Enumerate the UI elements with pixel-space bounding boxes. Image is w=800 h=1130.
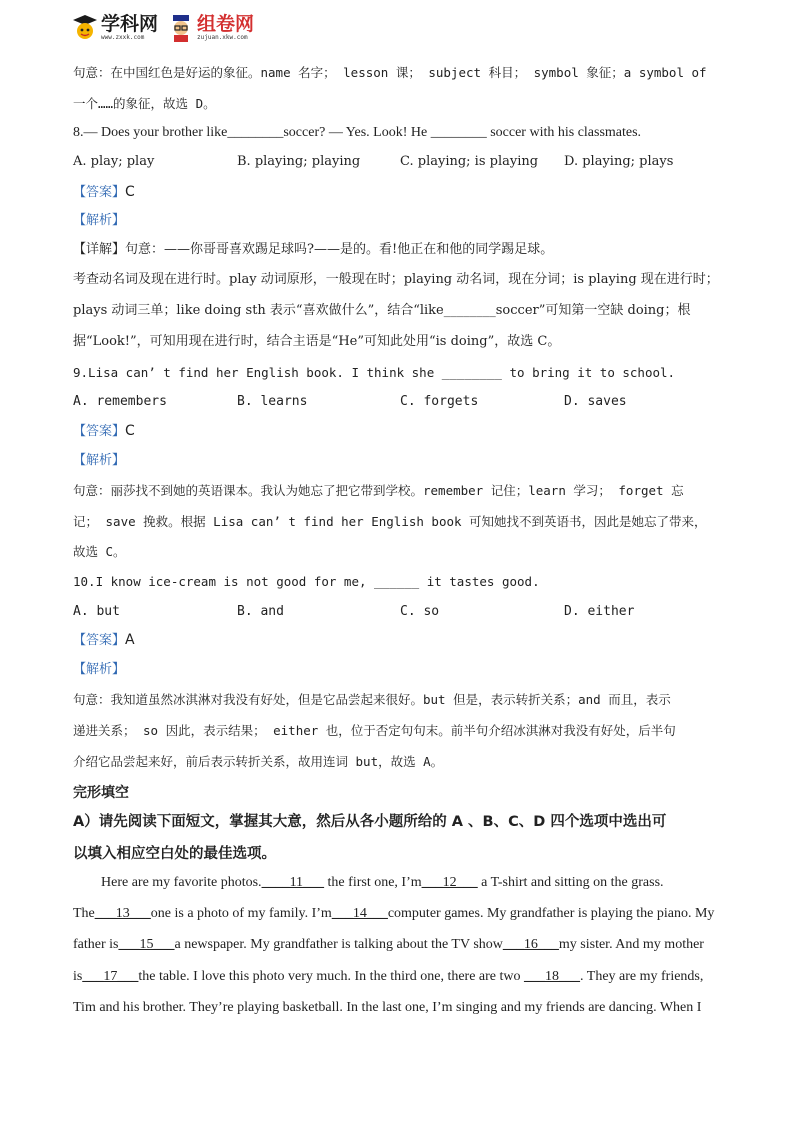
cloze-instruction-line2: 以填入相应空白处的最佳选项。 <box>73 846 276 862</box>
q10-option-a: A. but <box>73 604 120 619</box>
q10-answer <box>73 631 740 650</box>
blank-18: ___18___ <box>524 969 581 984</box>
q10-stem: 10.I know ice-cream is not good for me, ______ it tastes good. <box>73 574 540 589</box>
q8-option-d: D. playing; plays <box>564 154 674 169</box>
section-title: 完形填空 <box>73 785 129 801</box>
q9-stem: 9.Lisa can’ t find her English book. I think she ________ to bring it to school. <box>73 365 676 380</box>
q10-explanation-line2: 递进关系； so 因此，表示结果； either 也，位于否定句句末。前半句介绍冰淇淋对我没有好处，后半句 <box>73 723 676 738</box>
blank-12: ___12___ <box>421 875 478 890</box>
passage-line5: Tim and his brother. They’re playing basketball. In the last one, I’m singing and my friends are dancing. When I <box>73 1000 702 1015</box>
q8-option-c: C. playing; is playing <box>400 154 539 169</box>
answer-label: 【答案】 <box>73 633 126 648</box>
q10-option-d: D. either <box>564 604 635 619</box>
passage-line4: is___17___the table. I love this photo very much. In the third one, there are two ___18___. They are my friends, <box>73 969 704 984</box>
blank-13: ___13___ <box>94 906 151 921</box>
q8-option-b: B. playing; playing <box>237 154 361 169</box>
q8-detail-line3: plays 动词三单；like doing sth 表示“喜欢做什么”，结合“like________soccer”可知第一空缺 doing；根 <box>73 303 691 318</box>
q8-detail-line4: 据“Look!”，可知用现在进行时，结合主语是“He”可知此处用“is doing”，故选 C。 <box>73 334 561 349</box>
graduate-mascot-icon <box>72 13 98 43</box>
passage-line1: Here are my favorite photos.____11___ the first one, I’m___12___ a T-shirt and sitting on the grass. <box>101 875 664 890</box>
q7-explanation-line1: 句意：在中国红色是好运的象征。name 名字； lesson 课； subject 科目； symbol 象征；a symbol of <box>73 65 707 80</box>
q10-analysis-label: 【解析】 <box>73 662 126 677</box>
zujuan-logo-text: 组卷网 <box>197 13 255 35</box>
answer-label: 【答案】 <box>73 424 126 439</box>
blank-15: ___15___ <box>118 937 175 952</box>
q8-stem: 8.— Does your brother like________soccer? — Yes. Look! He ________ soccer with his classmates. <box>73 125 642 140</box>
q10-option-b: B. and <box>237 604 284 619</box>
zxxk-logo-url: www.zxxk.com <box>101 34 145 41</box>
answer-label: 【答案】 <box>73 185 126 200</box>
q8-answer <box>73 183 740 202</box>
q10-option-c: C. so <box>400 604 440 619</box>
blank-11: ____11___ <box>261 875 325 890</box>
q8-analysis-label: 【解析】 <box>73 213 126 228</box>
q9-option-a: A. remembers <box>73 394 167 409</box>
blank-14: ___14___ <box>331 906 388 921</box>
page-header <box>72 10 254 46</box>
q8-option-a: A. play; play <box>73 154 155 169</box>
answer-value: C <box>125 184 135 200</box>
q9-option-c: C. forgets <box>400 394 479 409</box>
q8-detail-line1: 【详解】句意：——你哥哥喜欢踢足球吗?——是的。看!他正在和他的同学踢足球。 <box>73 242 554 257</box>
q7-explanation-line2: 一个……的象征，故选 D。 <box>73 96 216 111</box>
blank-16: ___16___ <box>502 937 559 952</box>
q9-analysis-label: 【解析】 <box>73 453 126 468</box>
q9-explanation-line2: 记； save 挽救。根据 Lisa can’ t find her English book 可知她找不到英语书，因此是她忘了带来， <box>73 514 707 529</box>
q9-explanation-line1: 句意：丽莎找不到她的英语课本。我认为她忘了把它带到学校。remember 记住；learn 学习； forget 忘 <box>73 483 684 498</box>
zujuan-logo <box>168 13 254 43</box>
q9-option-d: D. saves <box>564 394 627 409</box>
passage-line3: father is___15___a newspaper. My grandfather is talking about the TV show___16___my sister. And my mother <box>73 937 704 952</box>
zxxk-logo <box>72 13 158 43</box>
cloze-instruction-line1: A）请先阅读下面短文，掌握其大意，然后从各小题所给的 A 、B、C、D 四个选项中选出可 <box>73 814 667 830</box>
q10-explanation-line3: 介绍它品尝起来好，前后表示转折关系，故用连词 but，故选 A。 <box>73 754 444 769</box>
student-mascot-icon <box>168 13 194 43</box>
passage-line2: The___13___one is a photo of my family. I’m___14___computer games. My grandfather is playing the piano. My <box>73 906 715 921</box>
q8-detail-line2: 考查动名词及现在进行时。play 动词原形，一般现在时；playing 动名词，现在分词；is playing 现在进行时； <box>73 272 719 287</box>
q9-answer <box>73 422 740 441</box>
zujuan-logo-url: zujuan.xkw.com <box>197 34 248 41</box>
answer-value: A <box>125 632 135 648</box>
blank-17: ___17___ <box>82 969 139 984</box>
q9-option-b: B. learns <box>237 394 308 409</box>
q10-explanation-line1: 句意：我知道虽然冰淇淋对我没有好处，但是它品尝起来很好。but 但是，表示转折关系；and 而且，表示 <box>73 692 671 707</box>
q9-explanation-line3: 故选 C。 <box>73 544 126 559</box>
answer-value: C <box>125 423 135 439</box>
zxxk-logo-text: 学科网 <box>101 13 159 35</box>
